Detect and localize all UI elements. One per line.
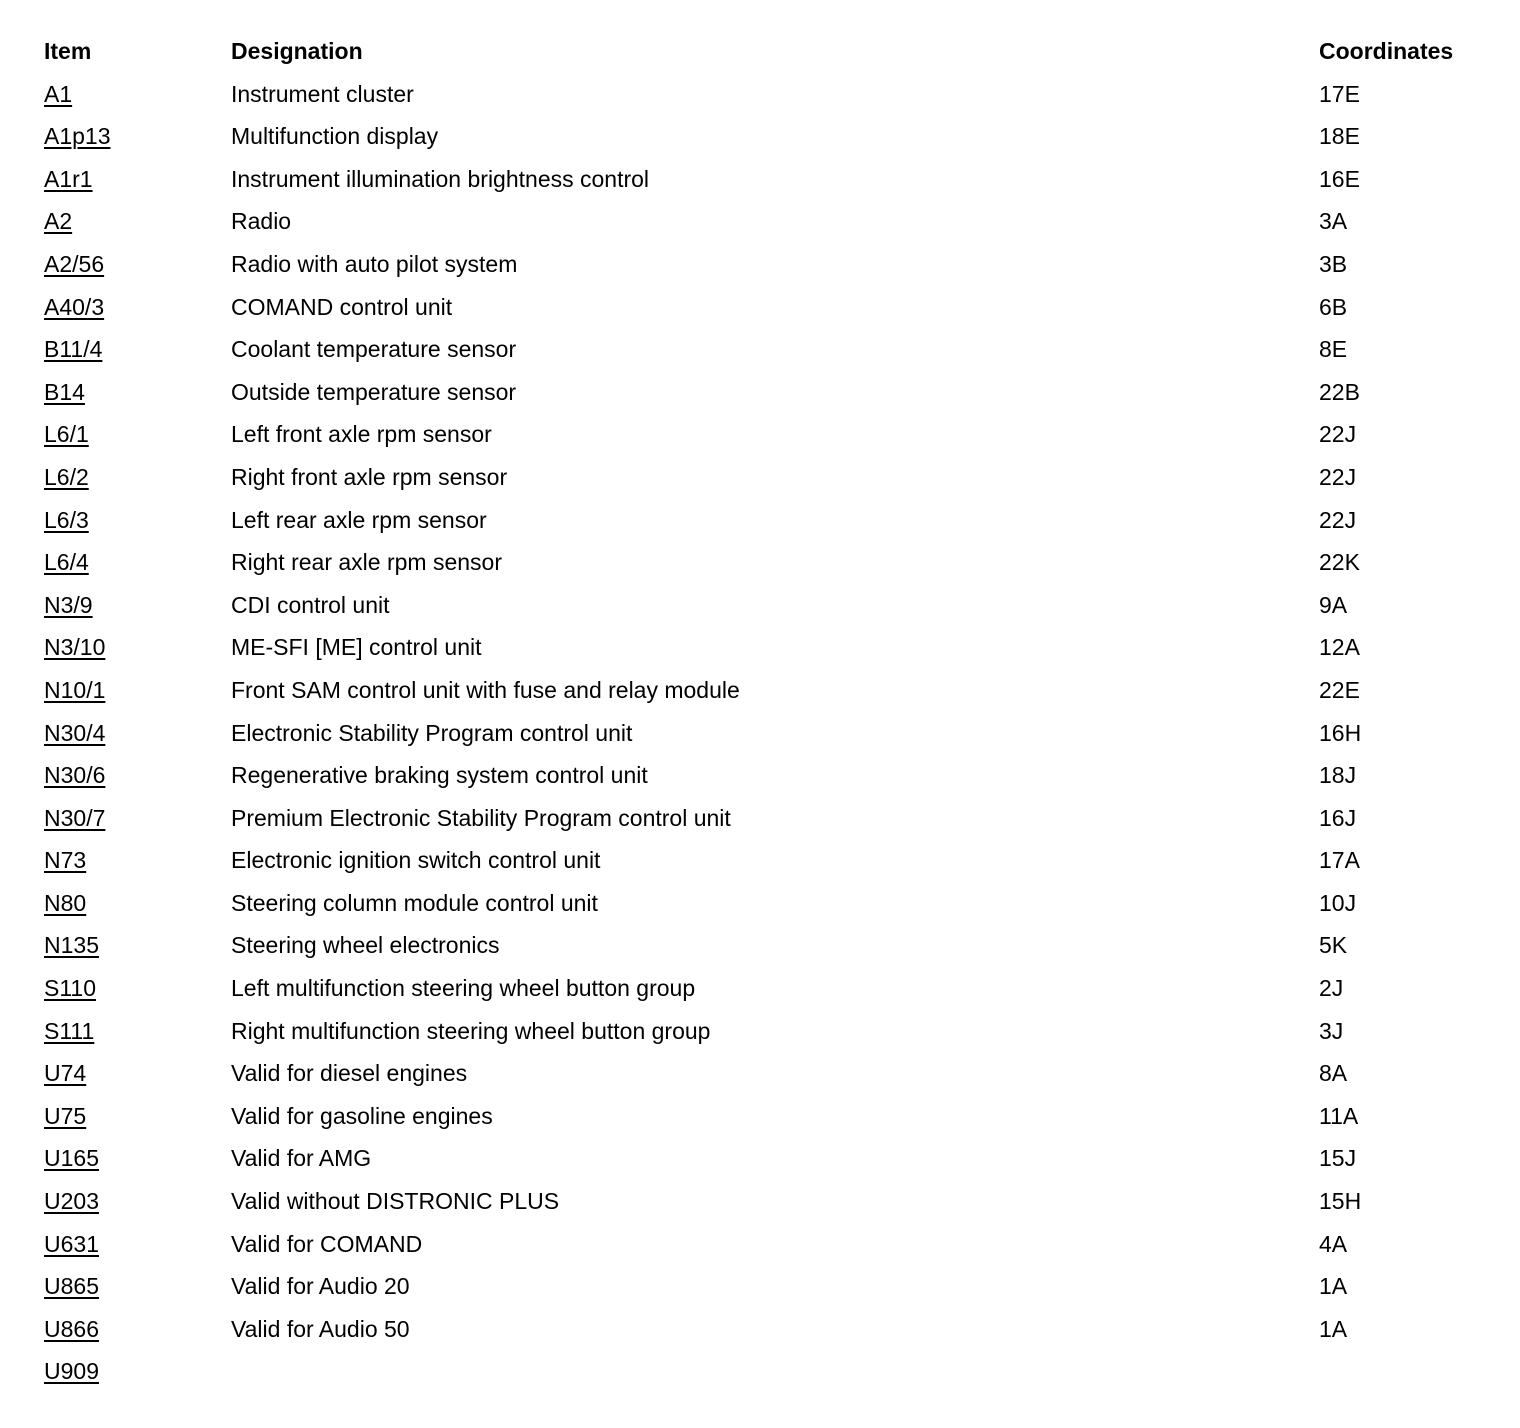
coordinates-text: 22K bbox=[1319, 549, 1360, 576]
designation-text: Valid for COMAND bbox=[231, 1230, 423, 1257]
item-link[interactable]: A2/56 bbox=[44, 250, 105, 277]
table-row bbox=[44, 328, 1484, 371]
table-row bbox=[44, 1010, 1484, 1053]
table-row bbox=[44, 626, 1484, 669]
item-link[interactable]: L6/3 bbox=[44, 506, 89, 533]
designation-text: Front SAM control unit with fuse and relay module bbox=[231, 676, 740, 703]
coordinates-text: 15J bbox=[1319, 1145, 1357, 1172]
coordinates-text: 6B bbox=[1319, 293, 1348, 320]
header-item: Item bbox=[44, 38, 92, 64]
header-coordinates: Coordinates bbox=[1319, 38, 1454, 64]
coordinates-text: 16E bbox=[1319, 165, 1360, 192]
item-link[interactable]: B14 bbox=[44, 378, 85, 405]
designation-text: Coolant temperature sensor bbox=[231, 336, 517, 363]
item-link[interactable]: A2 bbox=[44, 208, 73, 235]
coordinates-text: 9A bbox=[1319, 591, 1348, 618]
item-link[interactable]: U631 bbox=[44, 1230, 99, 1257]
designation-text: Premium Electronic Stability Program control unit bbox=[231, 804, 731, 831]
item-link[interactable]: B11/4 bbox=[44, 336, 103, 363]
coordinates-text: 16H bbox=[1319, 719, 1362, 746]
item-link[interactable]: N73 bbox=[44, 847, 87, 874]
table-row bbox=[44, 924, 1484, 967]
designation-text: Right front axle rpm sensor bbox=[231, 463, 508, 490]
item-link[interactable]: L6/4 bbox=[44, 549, 89, 576]
coordinates-text: 8E bbox=[1319, 336, 1348, 363]
designation-text: Valid for Audio 50 bbox=[231, 1315, 410, 1342]
designation-text: CDI control unit bbox=[231, 591, 390, 618]
item-link[interactable]: U75 bbox=[44, 1102, 87, 1129]
table-row bbox=[44, 413, 1484, 456]
table-row bbox=[44, 115, 1484, 158]
designation-text: Valid for diesel engines bbox=[231, 1060, 468, 1087]
coordinates-text: 3A bbox=[1319, 208, 1348, 235]
designation-text: Electronic ignition switch control unit bbox=[231, 847, 601, 874]
table-body bbox=[44, 73, 1484, 1393]
coordinates-text: 22J bbox=[1319, 506, 1357, 533]
item-link[interactable]: U74 bbox=[44, 1060, 87, 1087]
item-link[interactable]: N80 bbox=[44, 889, 87, 916]
designation-text: ME-SFI [ME] control unit bbox=[231, 634, 482, 661]
table-row bbox=[44, 584, 1484, 627]
coordinates-text: 17E bbox=[1319, 80, 1360, 107]
designation-text: Valid for Audio 20 bbox=[231, 1273, 410, 1300]
table-row bbox=[44, 371, 1484, 414]
designation-text: Valid without DISTRONIC PLUS bbox=[231, 1188, 560, 1215]
item-link[interactable]: L6/2 bbox=[44, 463, 89, 490]
item-link[interactable]: N135 bbox=[44, 932, 99, 959]
table-row bbox=[44, 286, 1484, 329]
designation-text: COMAND control unit bbox=[231, 293, 453, 320]
coordinates-text: 4A bbox=[1319, 1230, 1348, 1257]
table-row bbox=[44, 1308, 1484, 1351]
designation-text: Instrument cluster bbox=[231, 80, 414, 107]
table-row bbox=[44, 967, 1484, 1010]
table-row bbox=[44, 243, 1484, 286]
coordinates-text: 5K bbox=[1319, 932, 1348, 959]
table-row bbox=[44, 1095, 1484, 1138]
item-link[interactable]: U165 bbox=[44, 1145, 99, 1172]
table-row bbox=[44, 1223, 1484, 1266]
designation-text: Electronic Stability Program control unit bbox=[231, 719, 633, 746]
designation-text: Radio with auto pilot system bbox=[231, 250, 518, 277]
item-link[interactable]: L6/1 bbox=[44, 421, 89, 448]
header-designation: Designation bbox=[231, 38, 363, 64]
table-row bbox=[44, 1265, 1484, 1308]
designation-text: Steering column module control unit bbox=[231, 889, 598, 916]
table-row bbox=[44, 1137, 1484, 1180]
item-link[interactable]: U866 bbox=[44, 1315, 99, 1342]
item-link[interactable]: A1r1 bbox=[44, 165, 93, 192]
item-link[interactable]: U865 bbox=[44, 1273, 99, 1300]
table-row bbox=[44, 456, 1484, 499]
coordinates-text: 11A bbox=[1319, 1102, 1359, 1129]
item-link[interactable]: S111 bbox=[44, 1017, 95, 1044]
designation-text: Valid for AMG bbox=[231, 1145, 372, 1172]
coordinates-text: 22B bbox=[1319, 378, 1360, 405]
item-link[interactable]: A40/3 bbox=[44, 293, 105, 320]
table-row bbox=[44, 882, 1484, 925]
item-link[interactable]: U909 bbox=[44, 1358, 99, 1385]
designation-text: Regenerative braking system control unit bbox=[231, 762, 648, 789]
item-link[interactable]: U203 bbox=[44, 1188, 99, 1215]
coordinates-text: 17A bbox=[1319, 847, 1360, 874]
table-row bbox=[44, 73, 1484, 116]
coordinates-text: 12A bbox=[1319, 634, 1360, 661]
coordinates-text: 10J bbox=[1319, 889, 1357, 916]
table-row bbox=[44, 1052, 1484, 1095]
designation-text: Valid for gasoline engines bbox=[231, 1102, 493, 1129]
coordinates-text: 16J bbox=[1319, 804, 1357, 831]
designation-text: Right multifunction steering wheel button group bbox=[231, 1017, 711, 1044]
item-link[interactable]: N3/10 bbox=[44, 634, 106, 661]
item-link[interactable]: A1p13 bbox=[44, 123, 111, 150]
coordinates-text: 18J bbox=[1319, 762, 1357, 789]
coordinates-text: 3B bbox=[1319, 250, 1348, 277]
table-row bbox=[44, 839, 1484, 882]
designation-text: Radio bbox=[231, 208, 292, 235]
table-row bbox=[44, 1180, 1484, 1223]
designation-text: Left front axle rpm sensor bbox=[231, 421, 492, 448]
coordinates-text: 22J bbox=[1319, 463, 1357, 490]
item-link[interactable]: N30/6 bbox=[44, 762, 106, 789]
table-row bbox=[44, 499, 1484, 542]
item-link[interactable]: S110 bbox=[44, 975, 97, 1002]
table-row bbox=[44, 158, 1484, 201]
designation-text: Left rear axle rpm sensor bbox=[231, 506, 487, 533]
designation-text: Instrument illumination brightness control bbox=[231, 165, 650, 192]
coordinates-text: 22J bbox=[1319, 421, 1357, 448]
coordinates-text: 2J bbox=[1319, 975, 1344, 1002]
item-link[interactable]: N3/9 bbox=[44, 591, 93, 618]
item-link[interactable]: A1 bbox=[44, 80, 73, 107]
coordinates-text: 15H bbox=[1319, 1188, 1362, 1215]
item-link[interactable]: N30/7 bbox=[44, 804, 106, 831]
table-row bbox=[44, 797, 1484, 840]
table-row bbox=[44, 669, 1484, 712]
coordinates-text: 18E bbox=[1319, 123, 1360, 150]
coordinates-text: 3J bbox=[1319, 1017, 1344, 1044]
table-row bbox=[44, 754, 1484, 797]
designation-text: Left multifunction steering wheel button group bbox=[231, 975, 696, 1002]
item-link[interactable]: N10/1 bbox=[44, 676, 106, 703]
designation-text: Steering wheel electronics bbox=[231, 932, 500, 959]
component-legend-table bbox=[44, 30, 1484, 1393]
designation-text: Multifunction display bbox=[231, 123, 439, 150]
table-row bbox=[44, 1350, 1484, 1393]
coordinates-text: 1A bbox=[1319, 1273, 1348, 1300]
table-row bbox=[44, 712, 1484, 755]
coordinates-text: 22E bbox=[1319, 676, 1360, 703]
coordinates-text: 1A bbox=[1319, 1315, 1348, 1342]
designation-text: Outside temperature sensor bbox=[231, 378, 517, 405]
item-link[interactable]: N30/4 bbox=[44, 719, 106, 746]
table-header-row bbox=[44, 30, 1484, 73]
table-row bbox=[44, 200, 1484, 243]
table-row bbox=[44, 541, 1484, 584]
coordinates-text: 8A bbox=[1319, 1060, 1348, 1087]
designation-text: Right rear axle rpm sensor bbox=[231, 549, 502, 576]
